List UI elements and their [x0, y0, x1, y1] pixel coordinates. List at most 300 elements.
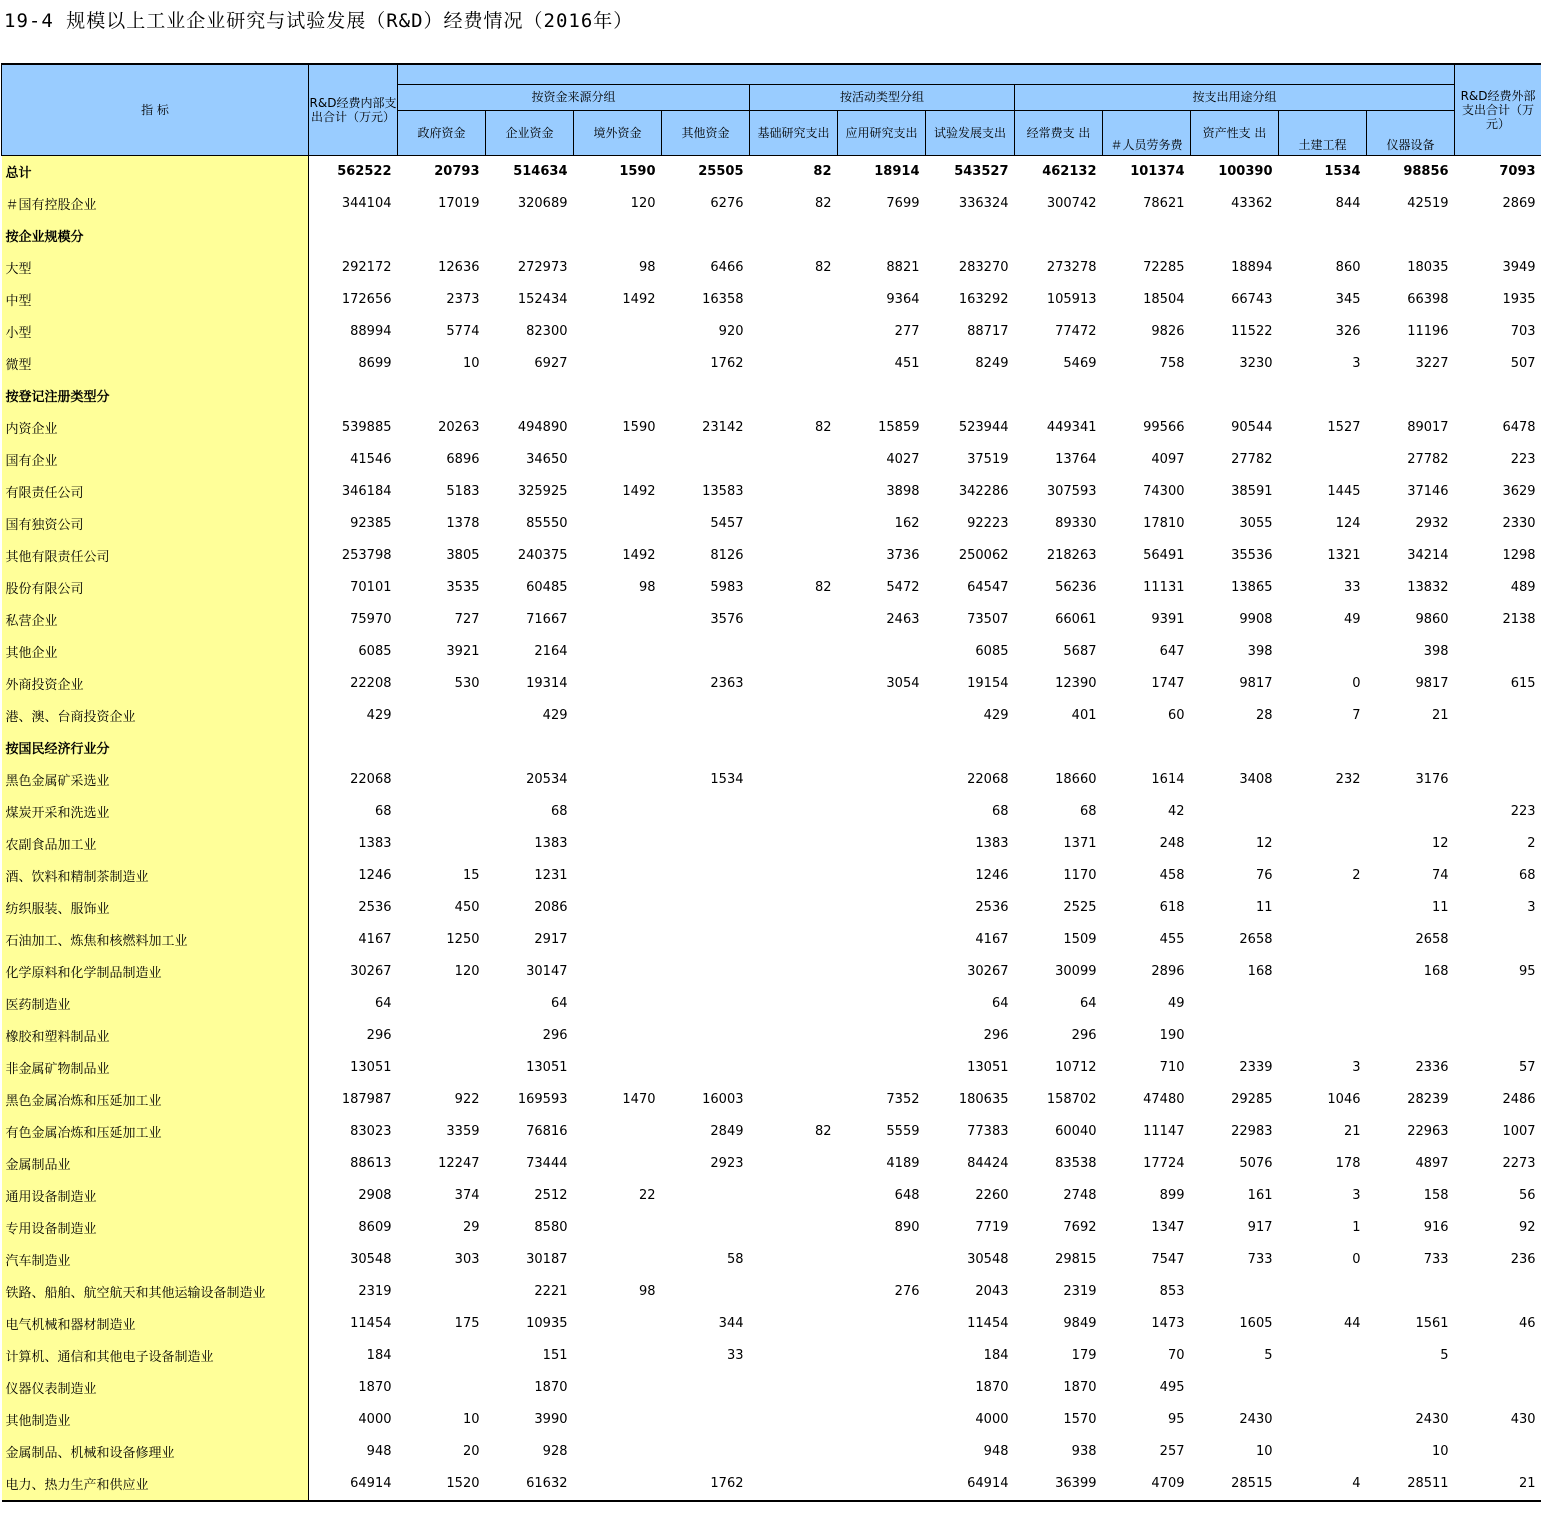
table-cell: 6896 [446, 452, 480, 467]
table-cell: 70 [1167, 1348, 1185, 1363]
table-cell: 1231 [534, 868, 568, 883]
table-cell: 429 [983, 708, 1009, 723]
table-cell [1367, 1372, 1455, 1404]
row-label: 电力、热力生产和供应业 [2, 1468, 309, 1501]
table-cell: 178 [1335, 1156, 1361, 1171]
table-row [2, 1212, 1541, 1244]
table-cell [926, 380, 1015, 412]
table-cell: 5 [1440, 1348, 1449, 1363]
table-cell: 56491 [1143, 548, 1185, 563]
table-cell: 2 [1352, 868, 1361, 883]
table-row [2, 1468, 1541, 1501]
table-cell: 1520 [398, 1468, 486, 1501]
table-cell: 844 [1335, 196, 1361, 211]
table-cell: 6927 [534, 356, 568, 371]
table-cell: 98 [638, 580, 656, 595]
row-label: 煤炭开采和洗选业 [2, 796, 309, 828]
table-cell: 19154 [967, 676, 1009, 691]
table-cell: 1445 [1327, 484, 1361, 499]
table-cell [838, 220, 926, 252]
table-cell [750, 828, 838, 860]
table-cell: 30187 [526, 1252, 568, 1267]
table-cell: 74300 [1143, 484, 1185, 499]
table-cell: 41546 [350, 452, 392, 467]
table-cell [309, 220, 398, 252]
table-cell: 523944 [958, 420, 1009, 435]
table-cell: 190 [1159, 1028, 1185, 1043]
table-cell: 22208 [350, 676, 392, 691]
table-cell: 1298 [1502, 548, 1536, 563]
table-cell: 450 [454, 900, 480, 915]
table-cell: 42519 [1407, 196, 1449, 211]
row-label: 按国民经济行业分 [2, 732, 309, 764]
table-cell [574, 1468, 662, 1501]
table-cell: 296 [542, 1028, 568, 1043]
row-label: 通用设备制造业 [2, 1180, 309, 1212]
table-cell: 72285 [1143, 260, 1185, 275]
table-cell: 88613 [350, 1156, 392, 1171]
table-cell: 12 [1255, 836, 1273, 851]
table-cell: 68 [1079, 804, 1097, 819]
table-cell: 57 [1519, 1060, 1536, 1075]
table-cell: 37146 [1407, 484, 1449, 499]
table-cell: 37519 [967, 452, 1009, 467]
table-cell [398, 764, 486, 796]
table-cell: 449341 [1046, 420, 1097, 435]
table-cell: 30267 [350, 964, 392, 979]
row-label: 专用设备制造业 [2, 1212, 309, 1244]
table-cell: 13764 [1055, 452, 1097, 467]
table-cell: 9391 [1151, 612, 1185, 627]
table-cell [750, 1276, 838, 1308]
table-cell: 3898 [886, 484, 920, 499]
row-label: 黑色金属冶炼和压延加工业 [2, 1084, 309, 1116]
table-cell [574, 636, 662, 668]
table-cell: 899 [1159, 1188, 1185, 1203]
table-cell: 1605 [1239, 1316, 1273, 1331]
table-cell [1455, 732, 1541, 764]
table-cell: 4897 [1415, 1156, 1449, 1171]
table-cell [398, 796, 486, 828]
row-label: ＃国有控股企业 [2, 188, 309, 220]
table-cell: 18914 [874, 164, 920, 179]
table-cell: 1347 [1151, 1220, 1185, 1235]
table-cell: 46 [1519, 1316, 1536, 1331]
table-cell [574, 732, 662, 764]
table-cell: 489 [1510, 580, 1536, 595]
table-cell: 5469 [1063, 356, 1097, 371]
table-cell: 22068 [967, 772, 1009, 787]
table-cell: 5183 [446, 484, 480, 499]
table-cell [750, 1084, 838, 1116]
table-cell: 1321 [1327, 548, 1361, 563]
table-cell: 33 [726, 1348, 744, 1363]
table-cell [1455, 1276, 1541, 1308]
header-group-funds: 按资金来源分组 [398, 84, 750, 110]
table-cell: 257 [1159, 1444, 1185, 1459]
table-cell [750, 1148, 838, 1180]
table-cell [309, 732, 398, 764]
table-cell: 1246 [358, 868, 392, 883]
table-cell [1103, 220, 1191, 252]
table-cell: 890 [894, 1220, 920, 1235]
table-cell: 187987 [341, 1092, 392, 1107]
table-cell: 7547 [1151, 1252, 1185, 1267]
table-cell [838, 828, 926, 860]
table-cell: 2932 [1415, 516, 1449, 531]
row-label: 汽车制造业 [2, 1244, 309, 1276]
table-cell [574, 988, 662, 1020]
table-cell: 1870 [358, 1380, 392, 1395]
table-cell [1367, 220, 1455, 252]
table-cell: 2319 [1063, 1284, 1097, 1299]
table-cell: 12 [1432, 836, 1449, 851]
table-row [2, 1084, 1541, 1116]
table-cell [309, 380, 398, 412]
table-cell: 22963 [1407, 1124, 1449, 1139]
table-cell [398, 732, 486, 764]
table-cell: 161 [1247, 1188, 1273, 1203]
table-cell: 11 [1432, 900, 1449, 915]
table-cell: 64 [991, 996, 1009, 1011]
table-cell: 20 [462, 1444, 480, 1459]
table-cell [750, 316, 838, 348]
table-cell [1015, 380, 1103, 412]
table-cell [750, 220, 838, 252]
table-cell [1103, 380, 1191, 412]
table-cell: 82 [814, 580, 832, 595]
table-cell [662, 1020, 750, 1052]
table-cell: 7719 [975, 1220, 1009, 1235]
table-cell [750, 380, 838, 412]
table-cell: 3990 [534, 1412, 568, 1427]
table-cell [1455, 924, 1541, 956]
table-cell [838, 924, 926, 956]
table-cell: 100390 [1218, 164, 1273, 179]
table-cell [1279, 1340, 1367, 1372]
table-cell: 1250 [446, 932, 480, 947]
table-row [2, 444, 1541, 476]
table-cell: 703 [1510, 324, 1536, 339]
table-cell: 98856 [1403, 164, 1449, 179]
header-rd-external: R&D经费外部支出合计（万元） [1455, 64, 1541, 155]
table-cell: 2221 [534, 1284, 568, 1299]
table-row [2, 1436, 1541, 1468]
table-cell [1455, 636, 1541, 668]
table-cell: 82 [814, 1124, 832, 1139]
table-cell: 733 [1247, 1252, 1273, 1267]
table-cell [1279, 732, 1367, 764]
table-cell [1191, 796, 1279, 828]
table-cell: 82 [814, 260, 832, 275]
header-applied: 应用研究支出 [838, 110, 926, 155]
rd-expenditure-table [1, 63, 1541, 1502]
table-cell [1367, 796, 1455, 828]
table-cell: 15859 [878, 420, 920, 435]
table-row [2, 252, 1541, 284]
table-cell: 253798 [341, 548, 392, 563]
table-cell: 2138 [1502, 612, 1536, 627]
table-cell: 2164 [534, 644, 568, 659]
table-cell: 5559 [886, 1124, 920, 1139]
table-row [2, 924, 1541, 956]
table-cell: 172656 [341, 292, 392, 307]
table-cell: 455 [1159, 932, 1185, 947]
row-label: 金属制品、机械和设备修理业 [2, 1436, 309, 1468]
table-cell: 618 [1159, 900, 1185, 915]
table-cell: 344 [718, 1316, 744, 1331]
table-cell: 68 [1519, 868, 1536, 883]
table-cell: 3408 [1239, 772, 1273, 787]
table-cell [1015, 220, 1103, 252]
table-cell: 514634 [513, 164, 568, 179]
table-cell: 4167 [358, 932, 392, 947]
table-cell: 1383 [975, 836, 1009, 851]
row-label: 仪器仪表制造业 [2, 1372, 309, 1404]
table-cell [662, 380, 750, 412]
table-cell: 398 [1423, 644, 1449, 659]
table-cell [574, 220, 662, 252]
table-cell: 320689 [517, 196, 568, 211]
table-cell [750, 284, 838, 316]
table-cell: 236 [1510, 1252, 1536, 1267]
table-cell: 71667 [526, 612, 568, 627]
table-cell: 13865 [1231, 580, 1273, 595]
table-cell: 8699 [358, 356, 392, 371]
row-label: 小型 [2, 316, 309, 348]
table-cell: 916 [1423, 1220, 1449, 1235]
table-cell: 10935 [526, 1316, 568, 1331]
table-cell: 75970 [350, 612, 392, 627]
table-cell: 151 [542, 1348, 568, 1363]
table-cell [486, 220, 574, 252]
table-cell: 30548 [967, 1252, 1009, 1267]
table-cell: 64914 [926, 1468, 1015, 1501]
table-cell [750, 956, 838, 988]
table-row [2, 1148, 1541, 1180]
table-cell: 928 [542, 1444, 568, 1459]
row-label: 按企业规模分 [2, 220, 309, 252]
table-cell: 11196 [1407, 324, 1449, 339]
table-cell: 344104 [341, 196, 392, 211]
table-cell: 25505 [698, 164, 744, 179]
table-cell [574, 508, 662, 540]
table-row [2, 700, 1541, 732]
table-cell [662, 1052, 750, 1084]
table-cell [926, 732, 1015, 764]
table-cell: 5457 [710, 516, 744, 531]
table-cell: 2363 [710, 676, 744, 691]
table-cell: 920 [718, 324, 744, 339]
table-row [2, 1020, 1541, 1052]
table-cell: 82300 [526, 324, 568, 339]
table-cell: 11 [1255, 900, 1273, 915]
table-cell: 56236 [1055, 580, 1097, 595]
table-cell: 2330 [1502, 516, 1536, 531]
table-cell [750, 508, 838, 540]
table-cell: 429 [366, 708, 392, 723]
table-cell: 89017 [1407, 420, 1449, 435]
table-cell: 28239 [1407, 1092, 1449, 1107]
table-cell: 1762 [662, 1468, 750, 1501]
table-cell [750, 1052, 838, 1084]
table-cell: 20263 [438, 420, 480, 435]
table-cell: 1527 [1327, 420, 1361, 435]
header-asset: 资产性支 出 [1191, 110, 1279, 155]
table-cell: 20793 [434, 164, 480, 179]
row-label: 国有企业 [2, 444, 309, 476]
table-cell: 283270 [958, 260, 1009, 275]
table-cell [838, 1052, 926, 1084]
table-cell: 64547 [967, 580, 1009, 595]
table-cell: 88717 [967, 324, 1009, 339]
table-cell [750, 1212, 838, 1244]
row-label: 总计 [2, 155, 309, 188]
table-cell: 22983 [1231, 1124, 1273, 1139]
table-cell: 0 [1352, 1252, 1361, 1267]
row-label: 石油加工、炼焦和核燃料加工业 [2, 924, 309, 956]
table-row [2, 1052, 1541, 1084]
table-cell [574, 380, 662, 412]
table-row [2, 668, 1541, 700]
table-cell [662, 732, 750, 764]
table-cell: 1762 [710, 356, 744, 371]
table-cell: 49 [1167, 996, 1185, 1011]
row-label: 其他企业 [2, 636, 309, 668]
table-cell: 4000 [975, 1412, 1009, 1427]
table-row [2, 1340, 1541, 1372]
table-row [2, 1372, 1541, 1404]
table-cell: 8821 [886, 260, 920, 275]
table-cell [1455, 1436, 1541, 1468]
table-cell [750, 1308, 838, 1340]
table-cell: 38591 [1231, 484, 1273, 499]
table-cell [662, 1404, 750, 1436]
header-indicator: 指 标 [2, 64, 309, 155]
table-cell [574, 1372, 662, 1404]
table-cell [398, 988, 486, 1020]
table-cell: 2536 [358, 900, 392, 915]
table-cell [1279, 1372, 1367, 1404]
table-cell: 1246 [975, 868, 1009, 883]
table-cell: 1383 [358, 836, 392, 851]
table-cell [574, 1308, 662, 1340]
table-cell: 35536 [1231, 548, 1273, 563]
table-cell: 1492 [622, 548, 656, 563]
table-cell [838, 1468, 926, 1501]
row-label: 有限责任公司 [2, 476, 309, 508]
table-cell: 276 [894, 1284, 920, 1299]
table-cell: 430 [1510, 1412, 1536, 1427]
table-cell [1367, 988, 1455, 1020]
table-cell: 82 [814, 196, 832, 211]
table-cell: 277 [894, 324, 920, 339]
table-cell: 33 [1343, 580, 1361, 595]
table-cell [574, 892, 662, 924]
table-row [2, 636, 1541, 668]
table-cell [574, 1404, 662, 1436]
table-cell: 10712 [1055, 1060, 1097, 1075]
table-cell: 3 [1352, 1060, 1361, 1075]
row-label: 外商投资企业 [2, 668, 309, 700]
table-row [2, 1116, 1541, 1148]
table-cell: 1492 [622, 292, 656, 307]
table-cell: 3629 [1502, 484, 1536, 499]
table-cell: 120 [454, 964, 480, 979]
table-cell [838, 732, 926, 764]
table-cell: 12636 [438, 260, 480, 275]
table-cell: 292172 [341, 260, 392, 275]
table-cell: 162 [894, 516, 920, 531]
table-cell: 158 [1423, 1188, 1449, 1203]
table-cell [1279, 380, 1367, 412]
table-cell [1279, 796, 1367, 828]
table-cell: 180635 [958, 1092, 1009, 1107]
table-cell: 2273 [1502, 1156, 1536, 1171]
table-cell: 1870 [534, 1380, 568, 1395]
table-cell: 152434 [517, 292, 568, 307]
table-cell: 2849 [710, 1124, 744, 1139]
table-cell: 1007 [1502, 1124, 1536, 1139]
table-cell [750, 348, 838, 380]
table-cell: 82 [814, 420, 832, 435]
table-row [2, 220, 1541, 252]
table-cell: 2896 [1151, 964, 1185, 979]
table-cell [838, 796, 926, 828]
header-construction: 土建工程 [1279, 110, 1367, 155]
table-cell [750, 1436, 838, 1468]
table-cell: 6276 [710, 196, 744, 211]
table-cell [662, 1180, 750, 1212]
table-cell: 2512 [534, 1188, 568, 1203]
table-cell: 77383 [967, 1124, 1009, 1139]
table-row [2, 956, 1541, 988]
table-cell: 948 [983, 1444, 1009, 1459]
table-cell: 98 [638, 260, 656, 275]
row-label: 港、澳、台商投资企业 [2, 700, 309, 732]
header-gov-funds: 政府资金 [398, 110, 486, 155]
table-cell [750, 1404, 838, 1436]
table-cell [1015, 732, 1103, 764]
table-cell [662, 796, 750, 828]
table-cell: 1371 [1063, 836, 1097, 851]
table-cell [750, 1340, 838, 1372]
table-cell: 1378 [446, 516, 480, 531]
table-cell: 2319 [358, 1284, 392, 1299]
table-cell [574, 1116, 662, 1148]
table-cell [662, 220, 750, 252]
table-cell [838, 636, 926, 668]
table-cell: 22068 [350, 772, 392, 787]
table-cell: 4 [1279, 1468, 1367, 1501]
table-cell: 1570 [1063, 1412, 1097, 1427]
table-cell: 853 [1159, 1284, 1185, 1299]
table-cell: 4189 [886, 1156, 920, 1171]
table-cell: 17019 [438, 196, 480, 211]
table-cell [1103, 732, 1191, 764]
table-cell: 223 [1510, 452, 1536, 467]
table-cell: 2486 [1502, 1092, 1536, 1107]
table-cell [750, 988, 838, 1020]
table-cell: 5774 [446, 324, 480, 339]
table-row [2, 188, 1541, 220]
row-label: 中型 [2, 284, 309, 316]
table-cell: 168 [1247, 964, 1273, 979]
table-cell [750, 476, 838, 508]
table-cell: 43362 [1231, 196, 1273, 211]
table-cell: 64 [1079, 996, 1097, 1011]
row-label: 橡胶和塑料制品业 [2, 1020, 309, 1052]
